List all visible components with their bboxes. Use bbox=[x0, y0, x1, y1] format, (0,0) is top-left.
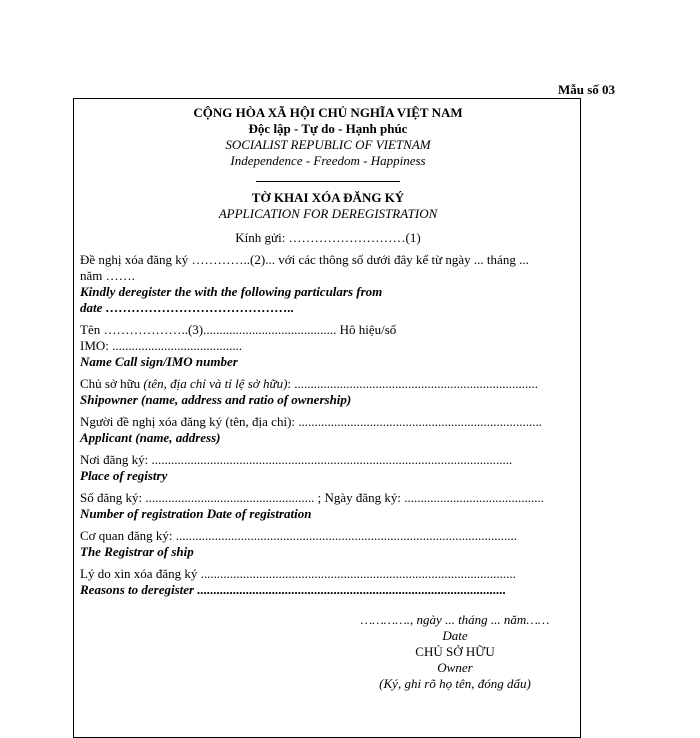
motto-en: Independence - Freedom - Happiness bbox=[230, 153, 426, 168]
registrar-en: The Registrar of ship bbox=[80, 544, 194, 559]
ship-name-en: Name Call sign/IMO number bbox=[80, 354, 238, 369]
applicant-en: Applicant (name, address) bbox=[80, 430, 221, 445]
request-en-line1: Kindly deregister the with the following particulars from bbox=[80, 284, 383, 299]
registrar-vi: Cơ quan đăng ký: ......................................................................................................... bbox=[80, 528, 517, 543]
country-name-en: SOCIALIST REPUBLIC OF VIETNAM bbox=[225, 137, 431, 152]
ship-name-vi-line2: IMO: ........................................ bbox=[80, 338, 243, 353]
country-name-vi: CỘNG HÒA XÃ HỘI CHỦ NGHĨA VIỆT NAM bbox=[193, 105, 463, 120]
reg-number-en: Number of registration Date of registration bbox=[80, 506, 312, 521]
owner-vi-label: Chủ sở hữu bbox=[80, 376, 144, 391]
owner-vi-note: (tên, địa chỉ và tỉ lệ sở hữu) bbox=[143, 376, 288, 391]
form-content bbox=[80, 105, 576, 692]
form-title-vi: TỜ KHAI XÓA ĐĂNG KÝ bbox=[251, 190, 405, 205]
request-en-line2: date …………………………………….. bbox=[80, 300, 295, 315]
reg-number-vi: Số đăng ký: .................................................... ; Ngày đăng ký: ........................................... bbox=[80, 490, 545, 505]
applicant-vi: Người đề nghị xóa đăng ký (tên, địa chỉ): ........................................................................... bbox=[80, 414, 543, 429]
form-number: Mẫu số 03 bbox=[558, 82, 616, 97]
sign-date-en: Date bbox=[442, 628, 468, 643]
signature-block bbox=[340, 612, 570, 692]
recipient-line: Kính gửi: ………………………(1) bbox=[235, 230, 421, 245]
place-vi: Nơi đăng ký: ............................................................................................................... bbox=[80, 452, 513, 467]
place-en: Place of registry bbox=[80, 468, 168, 483]
owner-vi-dots: : ........................................................................... bbox=[287, 376, 539, 391]
owner-en: Shipowner (name, address and ratio of ownership) bbox=[80, 392, 352, 407]
owner-vi bbox=[80, 376, 576, 392]
sign-owner-en: Owner bbox=[437, 660, 473, 675]
reason-en: Reasons to deregister ............................................................................................... bbox=[80, 582, 507, 597]
sign-owner-vi: CHỦ SỞ HỮU bbox=[415, 644, 495, 659]
request-vi-line2: năm ……. bbox=[80, 268, 135, 283]
reason-vi: Lý do xin xóa đăng ký ................................................................................................. bbox=[80, 566, 516, 581]
sign-date-vi: …………., ngày ... tháng ... năm…… bbox=[360, 612, 550, 627]
header-divider bbox=[256, 181, 400, 182]
ship-name-vi-line1: Tên ………………..(3)......................................... Hô hiệu/số bbox=[80, 322, 397, 337]
sign-note: (Ký, ghi rõ họ tên, đóng dấu) bbox=[379, 676, 531, 691]
motto-vi: Độc lập - Tự do - Hạnh phúc bbox=[248, 121, 408, 136]
request-vi-line1: Đề nghị xóa đăng ký …………..(2)... với các thông số dưới đây kể từ ngày ... tháng ... bbox=[80, 252, 529, 267]
form-title-en: APPLICATION FOR DEREGISTRATION bbox=[218, 206, 438, 221]
